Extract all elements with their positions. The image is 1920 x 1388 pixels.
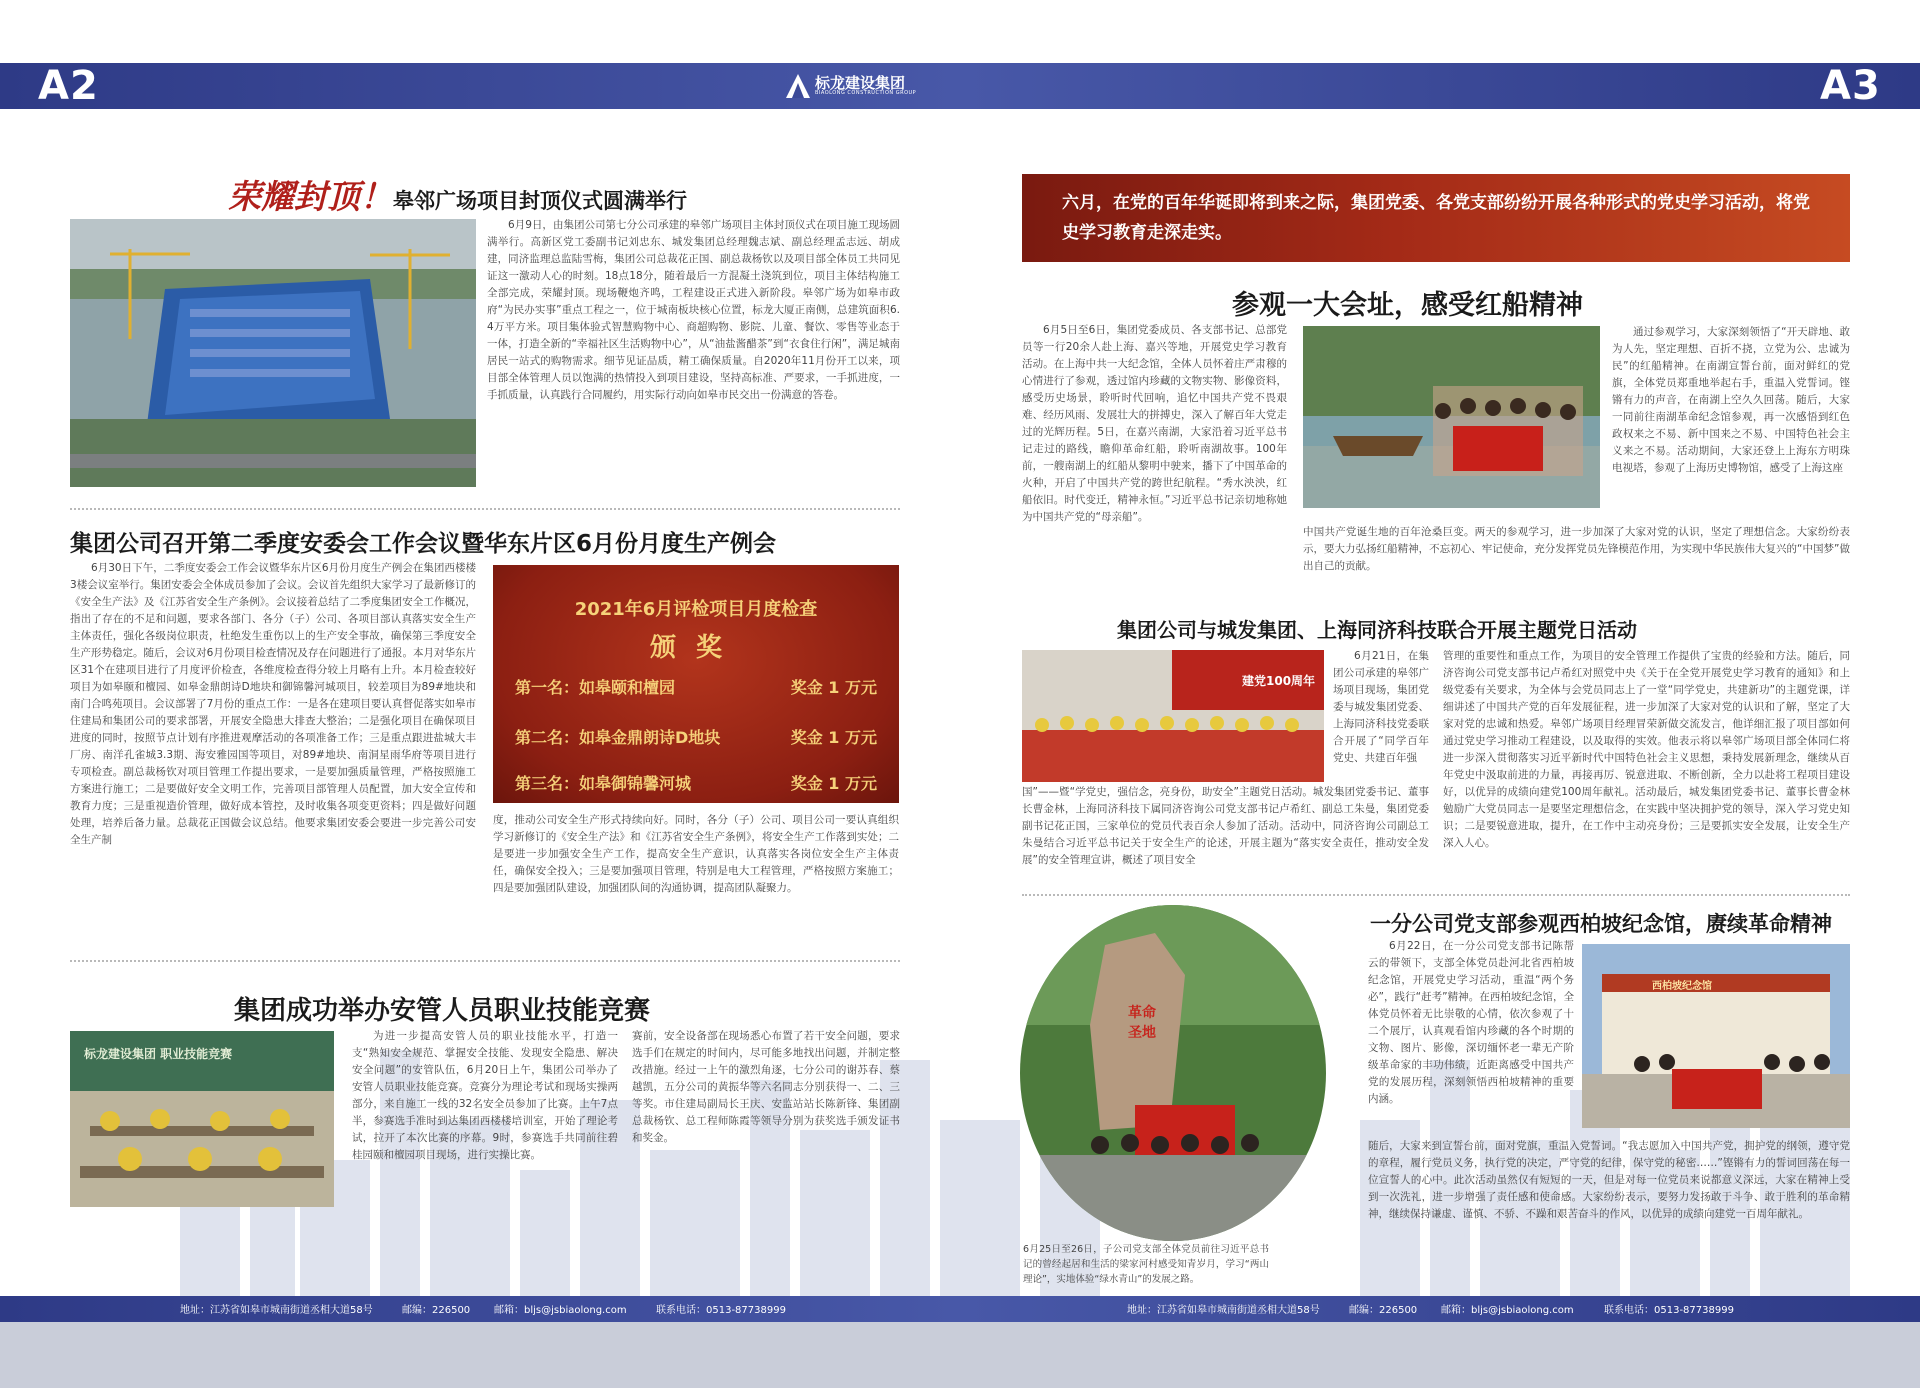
bottom-band bbox=[0, 1322, 1920, 1388]
article1-title-text: 皋邻广场项目封顶仪式圆满举行 bbox=[393, 189, 687, 213]
construction-site-photo bbox=[70, 219, 476, 487]
article1-photo bbox=[70, 219, 476, 487]
company-logo bbox=[775, 71, 1145, 103]
article4-body-left: 6月5日至6日，集团党委成员、各支部书记、总部党员等一行20余人赴上海、嘉兴等地，开展党史学习教育活动。在上海中共一大纪念馆，全体人员怀着庄严肃穆的心情进行了参观，透过馆内珍藏的文物实物、影像资料，感受历史场景，聆听时代回响，追忆中国共产党不畏艰难、经历风雨、发展壮大的拼搏史，深入了解百年大党走过的光辉历程。5日，在嘉兴南湖，大家沿着习近平总书记走过的路线，瞻仰革命红船，聆听南湖故事。100年前，一艘南湖上的红船从黎明中驶来，播下了中国革命的火种，开启了中国共产党的跨世纪航程。“秀水泱泱，红船依旧。时代变迁，精神永恒。”习近平总书记亲切地称她为中国共产党的“母亲船”。 bbox=[1022, 324, 1287, 523]
award-prize: 奖金 1 万元 bbox=[790, 774, 877, 793]
article6-title: 一分公司党支部参观西柏坡纪念馆，赓续革命精神 bbox=[1370, 912, 1832, 936]
article5-photo bbox=[1022, 650, 1324, 782]
article4-title: 参观一大会址，感受红船精神 bbox=[1232, 290, 1583, 321]
article1-title bbox=[228, 171, 687, 218]
divider bbox=[70, 960, 900, 962]
article3-title: 集团成功举办安管人员职业技能竞赛 bbox=[234, 996, 651, 1026]
article1-title-deco: 荣耀封顶！ bbox=[228, 177, 393, 216]
footer-phone-right: 联系电话：0513-87738999 bbox=[1604, 1305, 1734, 1316]
article3-body-2: 赛前，安全设备部在现场悉心布置了若干安全问题，要求选手们在规定的时间内，尽可能多地找出问题，并制定整改措施。经过一上午的激烈角逐，七分公司的谢苏春、蔡越凯，五分公司的黄振华等六名同志分别获得一、二、三等奖。市住建局副局长王庆、安监站站长陈新锋、集团副总裁杨钦、总工程师陈霞等领导分别为获奖选手颁发证书和奖金。 bbox=[632, 1030, 900, 1144]
article5-body-narrow: 6月21日，在集团公司承建的皋邻广场项目现场，集团党委与城发集团党委、上海同济科技党委联合开展了“同学百年党史、共建百年强 bbox=[1333, 650, 1429, 764]
award-title: 2021年6月评检项目月度检查 bbox=[574, 599, 818, 620]
divider bbox=[1022, 894, 1850, 896]
article1-body: 6月9日，由集团公司第七分公司承建的皋邻广场项目主体封顶仪式在项目施工现场圆满举行。高新区党工委副书记刘忠东、城发集团总经理魏志斌、副总经理孟志远、胡成建，同济监理总监陆雪梅，集团公司总裁花正国、副总裁杨钦以及项目部全体员工共同见证这一激动人心的时刻。18点18分，随着最后一方混凝土浇筑到位，项目主体结构施工全部完成，荣耀封顶。现场鞭炮齐鸣，工程建设正式进入新阶段。皋邻广场为如皋市政府“为民办实事”重点工程之一，位于城南板块核心位置，标龙大厦正南侧，总建筑面积6.4万平方米。项目集体验式智慧购物中心、商超购物、影院、儿童、餐饮、零售等业态于一体，打造全新的“幸福社区生活购物中心”，从“油盐酱醋茶”到“衣食住行闲”，满足城南居民一站式的购物需求。细节见证品质，精工确保质量。自2020年11月份开工以来，项目部全体管理人员以饱满的热情投入到项目建设，坚持高标准、严要求，一手抓进度，一手抓质量，认真践行合同履约，用实际行动向如皋市民交出一份满意的答卷。 bbox=[487, 219, 900, 401]
article5-body-full: 国”——暨“学党史，强信念，亮身份，助安全”主题党日活动。城发集团党委书记、董事长曹金林，上海同济科技下属同济咨询公司党支部书记卢希红、副总工朱曼，集团党委副书记花正国，三家单位的党员代表百余人参加了活动。活动中，同济咨询公司副总工朱曼结合习近平总书记关于安全生产的论述，开展主题为“落实安全责任，推动安全发展”的安全管理宣讲，概述了项目安全 bbox=[1022, 786, 1429, 866]
award-prize: 奖金 1 万元 bbox=[790, 728, 877, 747]
footer-email-right: 邮箱：bljs@jsbiaolong.com bbox=[1441, 1305, 1574, 1316]
footer-zip-left: 邮编：226500 bbox=[402, 1305, 471, 1316]
photo-banner-text: 建党100周年 bbox=[1242, 674, 1316, 688]
article6-body-narrow: 6月22日，在一分公司党支部书记陈帮云的带领下，支部全体党员赴河北省西柏坡纪念馆，开展党史学习活动，重温“两个务必”，践行“赶考”精神。在西柏坡纪念馆，全体党员怀着无比崇敬的心情，依次参观了十二个展厅，认真观看馆内珍藏的各个时期的文物、图片、影像，深切缅怀老一辈无产阶级革命家的丰功伟绩，近距离感受中国共产党的发展历程，深刻领悟西柏坡精神的重要内涵。 bbox=[1368, 940, 1574, 1105]
article5-body-right: 管理的重要性和重点工作，为项目的安全管理工作提供了宝贵的经验和方法。随后，同济咨询公司党支部书记卢希红对照党中央《关于在全党开展党史学习教育的通知》和上级党委有关要求，为全体与会党员同志上了一堂“同学党史，共建新功”的主题党课，详细讲述了中国共产党的百年发展征程，进一步加深了大家对党的认识和了解，坚定了大家对党的忠诚和热爱。皋邻广场项目经理冒荣新做交流发言，他详细汇报了项目部如何通过党史学习推动工程建设，以及取得的实效。他表示将以皋邻广场项目部全体同仁将进一步深入贯彻落实习近平新时代中国特色社会主义思想，秉持发展新理念，继续从百年党史中汲取前进的力量，再接再厉、锐意进取、不断创新，全力以赴将工程项目建设好，以优异的成绩向建党100周年献礼。活动最后，城发集团党委书记、董事长曹金林勉励广大党员同志一是要坚定理想信念，在实践中坚决拥护党的领导，深入学习党史知识；二是要锐意进取，提升，在工作中主动亮身份；三是要抓实安全发展，让安全生产深入人心。 bbox=[1443, 650, 1850, 849]
footer-email-left: 邮箱：bljs@jsbiaolong.com bbox=[494, 1305, 627, 1316]
article2-title: 集团公司召开第二季度安委会工作会议暨华东片区6月份月度生产例会 bbox=[70, 531, 777, 557]
divider bbox=[70, 508, 900, 510]
logo-mountain-icon bbox=[785, 73, 811, 99]
page-number-left: A2 bbox=[38, 63, 99, 109]
article6-body-full: 随后，大家来到宣誓台前，面对党旗，重温入党誓词。“我志愿加入中国共产党，拥护党的纲领，遵守党的章程，履行党员义务，执行党的决定，严守党的纪律，保守党的秘密……”铿锵有力的誓词回荡在每一位宣誓人的心中。此次活动虽然仅有短短的一天，但是对每一位党员来说都意义深远，大家在精神上受到一次洗礼，进一步增强了责任感和使命感。大家纷纷表示，要努力发扬敢于斗争、敢于胜利的革命精神，继续保持谦虚、谨慎、不骄、不躁和艰苦奋斗的作风，以优异的成绩向建党一百周年献礼。 bbox=[1368, 1140, 1850, 1220]
banner-text: 六月，在党的百年华诞即将到来之际，集团党委、各党支部纷纷开展各种形式的党史学习活动，将党史学习教育走深走实。 bbox=[1062, 193, 1810, 243]
award-row bbox=[515, 725, 877, 748]
award-rank: 第二名：如皋金鼎朗诗D地块 bbox=[515, 728, 721, 747]
article2-body-right: 度，推动公司安全生产形式持续向好。同时，各分（子）公司、项目公司一要认真组织学习新修订的《安全生产法》和《江苏省安全生产条例》，将安全生产工作落到实处；二是要进一步加强安全生产工作，提高安全生产意识，认真落实各岗位安全生产主体责任，确保安全投入；三是要加强项目管理，特别是电大工程管理，严格按照方案施工；四是要加强团队建设，加强团队间的沟通协调，提高团队凝聚力。 bbox=[493, 814, 899, 894]
memorial-sign-text: 西柏坡纪念馆 bbox=[1652, 981, 1712, 992]
award-rank: 第三名：如皋御锦馨河城 bbox=[515, 774, 692, 793]
xibaipo-memorial-photo bbox=[1582, 944, 1850, 1128]
logo-english-name: BIAOLONG CONSTRUCTION GROUP bbox=[815, 90, 917, 96]
rock-inscription: 革命圣地 bbox=[1128, 1005, 1156, 1041]
logo-name: 标龙建设集团 bbox=[815, 74, 906, 92]
red-boat-group-photo bbox=[1303, 326, 1600, 508]
article4-body-bottom: 中国共产党诞生地的百年沧桑巨变。两天的参观学习，进一步加深了大家对党的认识，坚定了理想信念。大家纷纷表示，要大力弘扬红船精神，不忘初心、牢记使命，充分发挥党员先锋模范作用，为实现中华民族伟大复兴的“中国梦”做出自己的贡献。 bbox=[1303, 526, 1850, 572]
article5-title: 集团公司与城发集团、上海同济科技联合开展主题党日活动 bbox=[1117, 618, 1637, 642]
article2-body-left: 6月30日下午，二季度安委会工作会议暨华东片区6月份月度生产例会在集团西楼楼3楼会议室举行。集团安委会全体成员参加了会议。会议首先组织大家学习了最新修订的《安全生产法》及《江苏省安全生产条例》。会议接着总结了二季度集团安全工作概况，指出了存在的不足和问题，要求各部门、各分（子）公司、各项目部认真落实安全生产主体责任，强化各级岗位职责，杜绝发生重伤以上的生产安全事故，确保第三季度安全生产形势稳定。随后，会议对6月份项目检查情况及存在问题进行了通报。本月对华东片区31个在建项目进行了月度评价检查，各维度检查得分较上月略有上升。本月检查较好项目为如皋颐和檀园、如皋金鼎朗诗D地块和御锦馨河城项目，较差项目为89#地块和南门合鸣苑项目。会议部署了7月份的重点工作：一是各在建项目要认真督促落实如皋市住建局和集团公司的要求部署，开展安全隐患大排查大整治；二是强化项目在确保项目进度的同时，按照节点计划有序推进观摩活动的各项准备工作；三是重点跟进盐城大丰厂房、南洋孔雀城3.3期、海安雅园国等项目，对89#地块、南洞星雨华府等项目进行专项检查。副总裁杨钦对项目管理工作提出要求，一是要加强质量管理，严格按照施工方案进行施工；二是要做好安全文明工作，完善项目部管理人员配置，加大安全宣传和教育力度；三是重视造价管理，做好成本管控，及时收集各项变更资料；四是做好问题处理，培养后备力量。总裁花正国做会议总结。他要求集团安委会要进一步完善公司安全生产制 bbox=[70, 562, 476, 846]
footer-zip-right: 邮编：226500 bbox=[1349, 1305, 1418, 1316]
award-row bbox=[515, 771, 877, 794]
party-day-event-photo bbox=[1022, 650, 1324, 782]
footer-address-left: 地址：江苏省如皋市城南街道丞相大道58号 bbox=[180, 1305, 373, 1316]
article6-photo bbox=[1582, 944, 1850, 1128]
article3-photo bbox=[70, 1031, 334, 1207]
article3-body-1: 为进一步提高安管人员的职业技能水平，打造一支“熟知安全规范、掌握安全技能、发现安全隐患、解决安全问题”的安管队伍，6月20日上午，集团公司举办了安管人员职业技能竞赛。竞赛分为理论考试和现场实操两部分，来自施工一线的32名安全员参加了比赛。上午7点半，参赛选手准时到达集团西楼楼培训室，开始了理论考试，拉开了本次比赛的序幕。9时，参赛选手共同前往碧桂园颐和檀园项目现场，进行实操比赛。 bbox=[352, 1030, 618, 1161]
article4-photo bbox=[1303, 326, 1600, 508]
award-prize: 奖金 1 万元 bbox=[790, 678, 877, 697]
photo-banner-text: 标龙建设集团 职业技能竞赛 bbox=[84, 1047, 233, 1061]
article6-caption: 6月25日至26日，子公司党支部全体党员前往习近平总书记的曾经起居和生活的梁家河村感受知青岁月，学习“两山理论”，实地体验“绿水青山”的发展之路。 bbox=[1023, 1244, 1269, 1285]
award-panel bbox=[493, 565, 899, 803]
footer-address-right: 地址：江苏省如皋市城南街道丞相大道58号 bbox=[1127, 1305, 1320, 1316]
award-subtitle: 颁奖 bbox=[649, 633, 742, 663]
award-rank: 第一名：如皋颐和檀园 bbox=[515, 678, 676, 697]
article6-circle-photo bbox=[1020, 905, 1326, 1241]
footer-phone-left: 联系电话：0513-87738999 bbox=[656, 1305, 786, 1316]
party-history-banner bbox=[1022, 174, 1850, 262]
article4-body-right: 通过参观学习，大家深刻领悟了“开天辟地、敢为人先，坚定理想、百折不挠，立党为公、忠诚为民”的红船精神。在南湖宣誓台前，面对鲜红的党旗，全体党员郑重地举起右手，重温入党誓词。铿锵有力的声音，在南湖上空久久回荡。随后，大家一同前往南湖革命纪念馆参观，再一次感悟到红色政权来之不易、新中国来之不易、中国特色社会主义来之不易。活动期间，大家还登上上海东方明珠电视塔，参观了上海历史博物馆，感受了上海这座 bbox=[1612, 326, 1850, 474]
memorial-rock-group-photo bbox=[1020, 905, 1326, 1241]
page-number-right: A3 bbox=[1820, 63, 1881, 109]
award-row bbox=[515, 675, 877, 698]
